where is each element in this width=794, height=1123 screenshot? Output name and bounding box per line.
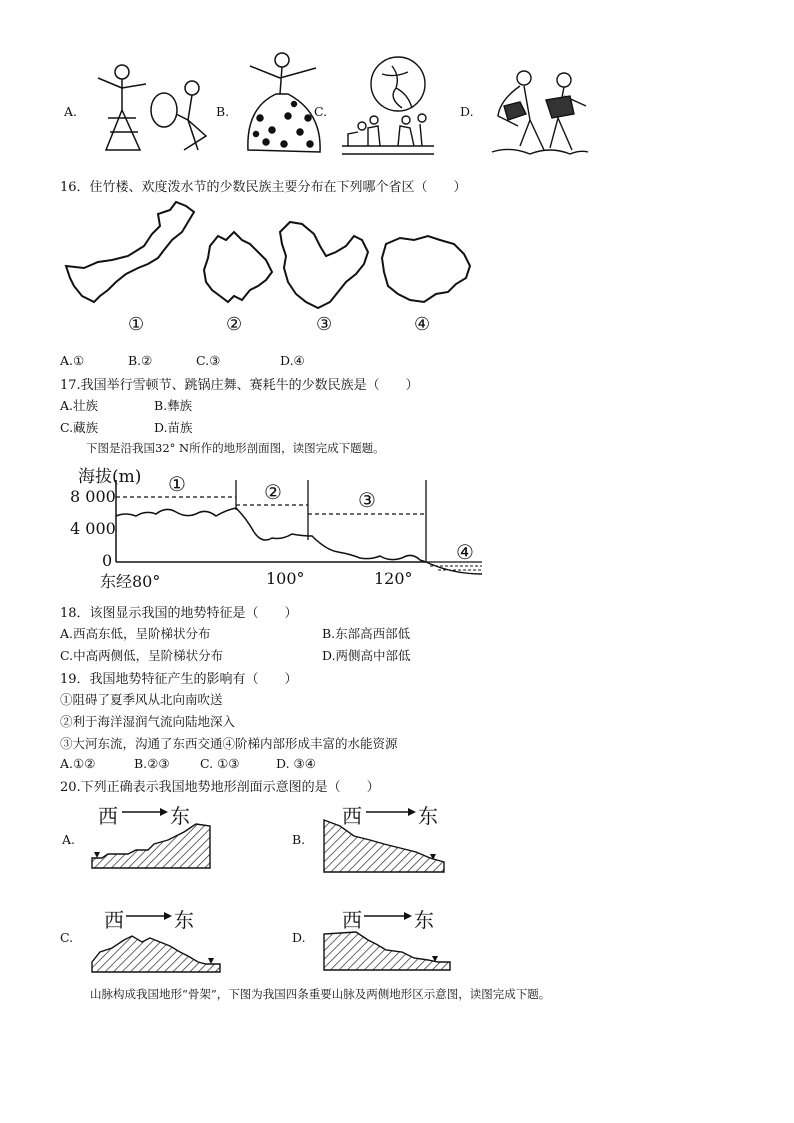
q19-item-3-4: ③大河东流，沟通了东西交通④阶梯内部形成丰富的水能资源: [60, 736, 398, 751]
profile-ylabel: 海拔(m): [78, 467, 142, 487]
west-label: 西: [104, 908, 124, 932]
profile-region-4: ④: [456, 540, 474, 564]
east-label: 东: [170, 804, 190, 828]
q20-option-c-label[interactable]: C.: [60, 930, 74, 945]
q19-stem: 19．我国地势特征产生的影响有（ ）: [60, 672, 298, 687]
flamenco-style-dance-illustration: [236, 48, 326, 158]
province-map-1-label: ①: [128, 314, 145, 335]
east-label: 东: [418, 804, 438, 828]
q18-stem: 18．该图显示我国的地势特征是（ ）: [60, 606, 298, 621]
west-label: 西: [98, 804, 118, 828]
q17-option-c[interactable]: C.藏族: [60, 420, 99, 435]
q15-option-a-label[interactable]: A.: [64, 104, 78, 119]
west-label: 西: [342, 908, 362, 932]
q19-item-1: ①阻碍了夏季风从北向南吹送: [60, 692, 223, 707]
profile-xtick-120: 120°: [374, 569, 413, 588]
east-label: 东: [174, 908, 194, 932]
q16-option-b[interactable]: B.②: [128, 353, 153, 368]
q17-option-d[interactable]: D.苗族: [154, 420, 193, 435]
q18-option-c[interactable]: C.中高两侧低，呈阶梯状分布: [60, 648, 224, 663]
q17-option-a[interactable]: A.壮族: [60, 398, 99, 413]
sea-level-marker-icon: [94, 852, 100, 858]
arrow-right-icon: [164, 912, 172, 920]
profile-ytick-4000: 4 000: [70, 519, 116, 538]
q17-stem: 17.我国举行雪顿节、跳锅庄舞、赛耗牛的少数民族是（ ）: [60, 378, 419, 393]
profile-xtick-80: 东经80°: [100, 572, 161, 591]
profile-ytick-0: 0: [102, 551, 113, 570]
intro-text-1: 下图是沿我国32° N所作的地形剖面图，读图完成下题题。: [86, 441, 385, 455]
q19-item-2: ②利于海洋湿润气流向陆地深入: [60, 714, 236, 729]
q16-option-d[interactable]: D.④: [280, 353, 305, 368]
q20-b-profile: [320, 806, 450, 876]
q16-option-c[interactable]: C.③: [196, 353, 221, 368]
q16-option-a[interactable]: A.①: [60, 353, 85, 368]
q15-option-d-label[interactable]: D.: [460, 104, 474, 119]
arrow-right-icon: [408, 808, 416, 816]
q20-stem: 20.下列正确表示我国地势地形剖面示意图的是（ ）: [60, 780, 380, 795]
province-map-3-label: ③: [316, 314, 333, 335]
province-map-3: [274, 216, 374, 312]
sea-level-marker-icon: [208, 958, 214, 964]
west-label: 西: [342, 804, 362, 828]
q16-stem: 16．住竹楼、欢度泼水节的少数民族主要分布在下列哪个省区（ ）: [60, 180, 467, 195]
arrow-right-icon: [404, 912, 412, 920]
profile-region-2: ②: [264, 480, 282, 504]
q20-option-b-label[interactable]: B.: [292, 832, 306, 847]
profile-ytick-8000: 8 000: [70, 487, 116, 506]
flying-apsaras-illustration: [338, 54, 438, 166]
arrow-right-icon: [160, 808, 168, 816]
province-map-2-label: ②: [226, 314, 243, 335]
q20-option-d-label[interactable]: D.: [292, 930, 306, 945]
q15-option-c-label[interactable]: C.: [314, 104, 328, 119]
q19-option-c[interactable]: C. ①③: [200, 756, 240, 771]
q17-option-b[interactable]: B.彝族: [154, 398, 193, 413]
q18-option-b[interactable]: B.东部高西部低: [322, 626, 411, 641]
q18-option-a[interactable]: A.西高东低，呈阶梯状分布: [60, 626, 211, 641]
q15-option-b-label[interactable]: B.: [216, 104, 230, 119]
q18-option-d[interactable]: D.两侧高中部低: [322, 648, 411, 663]
q20-option-a-label[interactable]: A.: [62, 832, 76, 847]
profile-xtick-100: 100°: [266, 569, 305, 588]
province-map-4-label: ④: [414, 314, 431, 335]
profile-region-1: ①: [168, 472, 186, 496]
province-map-2: [200, 226, 280, 316]
east-label: 东: [414, 908, 434, 932]
q20-d-profile: [320, 912, 456, 976]
profile-region-3: ③: [358, 488, 376, 512]
q19-option-a[interactable]: A.①②: [60, 756, 96, 771]
q20-a-profile: [88, 806, 218, 874]
q20-c-profile: [88, 912, 224, 976]
province-map-4: [378, 230, 474, 310]
mongolian-dance-illustration: [490, 66, 590, 158]
intro-text-2: 山脉构成我国地形“骨架”，下图为我国四条重要山脉及两侧地形区示意图，读图完成下题。: [90, 987, 551, 1001]
q19-option-d[interactable]: D. ③④: [276, 756, 316, 771]
q19-option-b[interactable]: B.②③: [134, 756, 170, 771]
